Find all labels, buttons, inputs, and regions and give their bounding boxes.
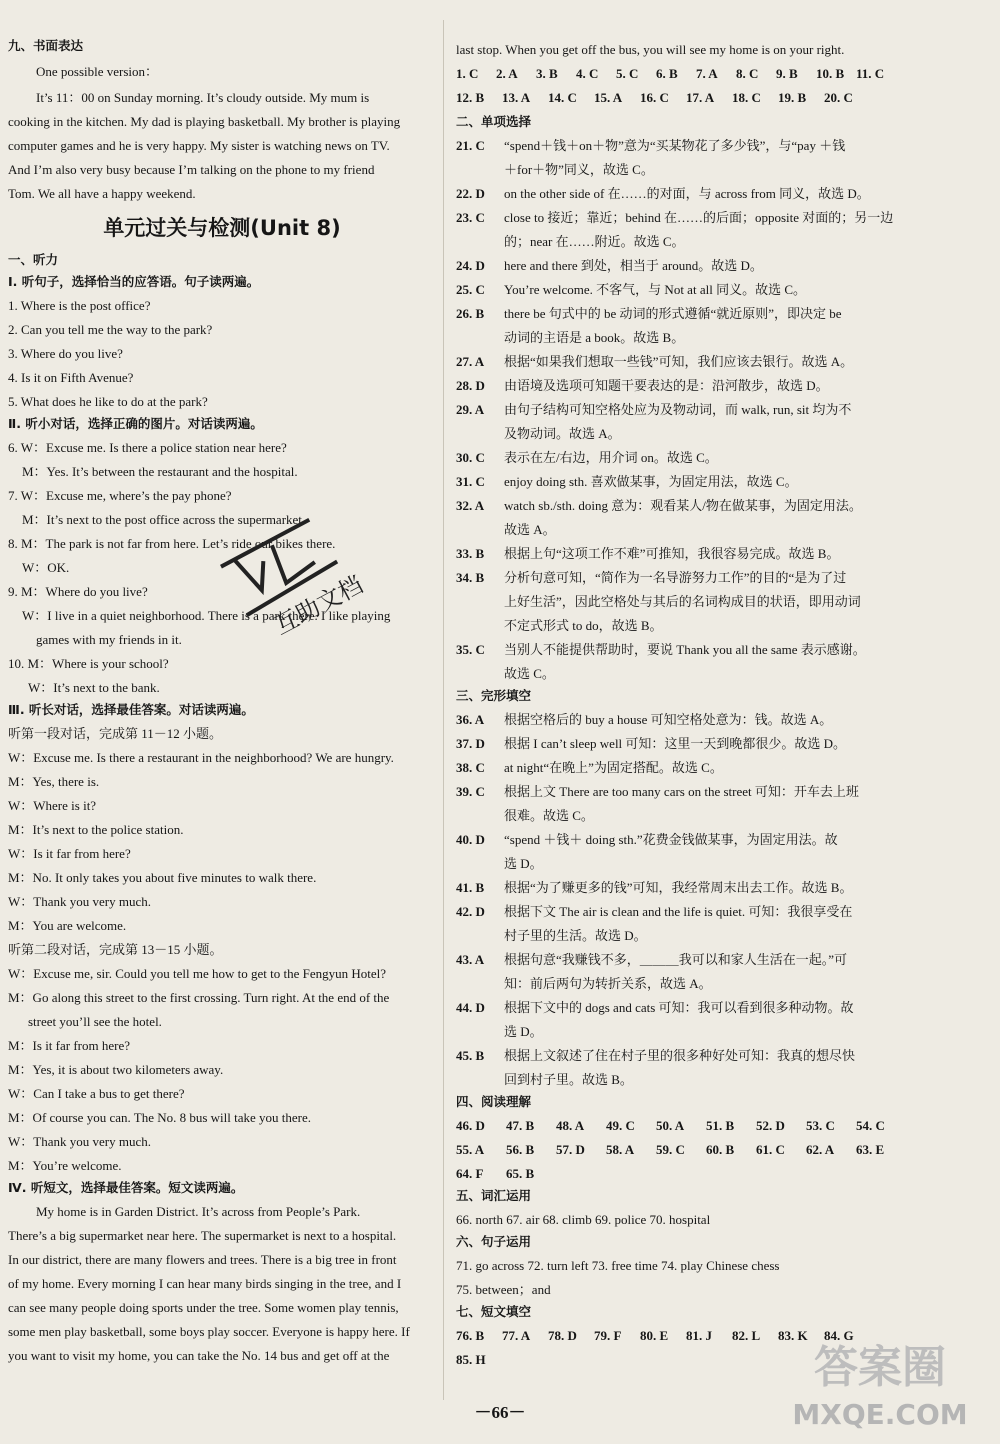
passage-line: you want to visit my home, you can take the No. 14 bus and get off at the <box>8 1348 390 1363</box>
answer: 79. F <box>594 1328 622 1343</box>
answer-number: 25. C <box>456 282 485 297</box>
answer: 4. C <box>576 66 599 81</box>
stamp-logo <box>218 505 368 665</box>
answer: 6. B <box>656 66 678 81</box>
answer: 63. E <box>856 1142 885 1157</box>
passage-line: some men play basketball, some boys play soccer. Everyone is happy here. If <box>8 1324 410 1339</box>
answer: 76. B <box>456 1328 485 1343</box>
explanation: 知：前后两句为转折关系，故选 A。 <box>504 976 712 991</box>
answer: 81. J <box>686 1328 712 1343</box>
dialog-line: W：Can I take a bus to get there? <box>8 1086 185 1101</box>
part-2-instruction: Ⅱ. 听小对话，选择正确的图片。对话读两遍。 <box>8 416 263 431</box>
answer: 47. B <box>506 1118 535 1133</box>
explanation: 回到村子里。故选 B。 <box>504 1072 633 1087</box>
answer-number: 32. A <box>456 498 485 513</box>
section-7-title: 七、短文填空 <box>456 1304 532 1319</box>
unit-title: 单元过关与检测(Unit 8) <box>103 216 341 240</box>
dialog-line: M：Is it far from here? <box>8 1038 131 1053</box>
dialog-line: W：Thank you very much. <box>8 1134 151 1149</box>
answer: 59. C <box>656 1142 685 1157</box>
dialog-line: W：Thank you very much. <box>8 894 151 909</box>
dialog-line: M：It’s next to the post office across the supermarket. <box>22 512 306 527</box>
answer: 19. B <box>778 90 807 105</box>
explanation: 及物动词。故选 A。 <box>504 426 621 441</box>
explanation: 根据上句“这项工作不难”可推知，我很容易完成。故选 B。 <box>504 546 840 561</box>
dialog-line: M：No. It only takes you about five minutes to walk there. <box>8 870 317 885</box>
answer-number: 30. C <box>456 450 485 465</box>
dialog-line: 8. M：The park is not far from here. Let’s ride our bikes there. <box>8 536 336 551</box>
answer-number: 21. C <box>456 138 485 153</box>
answer-number: 40. D <box>456 832 485 847</box>
dialog-line: M：Yes. It’s between the restaurant and the hospital. <box>22 464 298 479</box>
watermark-text: MXQE.COM <box>792 1398 968 1431</box>
answer: 9. B <box>776 66 798 81</box>
answer-number: 36. A <box>456 712 485 727</box>
dialog-line: 6. W：Excuse me. Is there a police station near here? <box>8 440 287 455</box>
answer: 17. A <box>686 90 715 105</box>
dialog-line: 7. W：Excuse me, where’s the pay phone? <box>8 488 232 503</box>
explanation: 由句子结构可知空格处应为及物动词，而 walk, run, sit 均为不 <box>504 402 852 417</box>
section-6-title: 六、句子运用 <box>456 1234 532 1249</box>
answer: 61. C <box>756 1142 785 1157</box>
dialog-line: W：Excuse me. Is there a restaurant in the neighborhood? We are hungry. <box>8 750 394 765</box>
explanation: on the other side of 在……的对面，与 across from 同义，故选 D。 <box>504 186 870 201</box>
explanation: 根据下文 The air is clean and the life is quiet. 可知：我很享受在 <box>504 904 853 919</box>
answer: 60. B <box>706 1142 735 1157</box>
answer-number: 27. A <box>456 354 485 369</box>
explanation: 动词的主语是 a book。故选 B。 <box>504 330 685 345</box>
answer: 84. G <box>824 1328 854 1343</box>
dialog-line: M：Of course you can. The No. 8 bus will take you there. <box>8 1110 312 1125</box>
explanation: You’re welcome. 不客气，与 Not at all 同义。故选 C。 <box>504 282 806 297</box>
answer: 49. C <box>606 1118 635 1133</box>
section-9-title: 九、书面表达 <box>8 38 84 53</box>
passage-line: There’s a big supermarket near here. The supermarket is next to a hospital. <box>8 1228 397 1243</box>
dialog-line: 9. M：Where do you live? <box>8 584 148 599</box>
question-line: 3. Where do you live? <box>8 346 123 361</box>
answer: 53. C <box>806 1118 835 1133</box>
listening-section-title: 一、听力 <box>8 252 59 267</box>
essay-line: computer games and he is very happy. My sister is watching news on TV. <box>8 138 390 153</box>
answer: 52. D <box>756 1118 785 1133</box>
explanation: “spend ＋钱＋ doing sth.”花费金钱做某事，为固定用法。故 <box>504 832 838 847</box>
passage-line: of my home. Every morning I can hear many birds singing in the tree, and I <box>8 1276 402 1291</box>
section-3-title: 三、完形填空 <box>456 688 532 703</box>
answer: 65. B <box>506 1166 535 1181</box>
section-4-title: 四、阅读理解 <box>456 1094 532 1109</box>
watermark-logo <box>770 1330 990 1435</box>
answer: 77. A <box>502 1328 531 1343</box>
vocab-answers: 66. north 67. air 68. climb 69. police 70. hospital <box>456 1212 711 1227</box>
answer-number: 26. B <box>456 306 485 321</box>
explanation: watch sb./sth. doing 意为：观看某人/物在做某事，为固定用法。 <box>504 498 862 513</box>
answer: 16. C <box>640 90 669 105</box>
answer: 48. A <box>556 1118 585 1133</box>
explanation: 故选 A。 <box>504 522 556 537</box>
answer-number: 43. A <box>456 952 485 967</box>
answer: 15. A <box>594 90 623 105</box>
answer-number: 28. D <box>456 378 485 393</box>
answer: 56. B <box>506 1142 535 1157</box>
answer-number: 39. C <box>456 784 485 799</box>
dialog-line: W：I live in a quiet neighborhood. There is a park there. I like playing <box>22 608 391 623</box>
essay-line: It’s 11：00 on Sunday morning. It’s cloudy outside. My mum is <box>36 90 370 105</box>
watermark-cn: 答案圈 <box>814 1342 946 1393</box>
explanation: enjoy doing sth. 喜欢做某事，为固定用法，故选 C。 <box>504 474 798 489</box>
explanation: close to 接近；靠近；behind 在……的后面；opposite 对面的；另一边 <box>504 210 894 225</box>
question-line: 5. What does he like to do at the park? <box>8 394 208 409</box>
explanation: 的；near 在……附近。故选 C。 <box>504 234 685 249</box>
answer-number: 34. B <box>456 570 485 585</box>
answer-number: 31. C <box>456 474 485 489</box>
answer: 78. D <box>548 1328 577 1343</box>
sentence-answers: 75. between；and <box>456 1282 551 1297</box>
dialog-line: 10. M：Where is your school? <box>8 656 169 671</box>
answer-number: 44. D <box>456 1000 485 1015</box>
passage-continuation: last stop. When you get off the bus, you will see my home is on your right. <box>456 42 845 57</box>
explanation: 当别人不能提供帮助时，要说 Thank you all the same 表示感谢。 <box>504 642 866 657</box>
answer-number: 24. D <box>456 258 485 273</box>
dialog-line: W：It’s next to the bank. <box>28 680 160 695</box>
dialog-line: street you’ll see the hotel. <box>28 1014 162 1029</box>
answer: 3. B <box>536 66 558 81</box>
answer: 2. A <box>496 66 518 81</box>
answer: 46. D <box>456 1118 485 1133</box>
answer: 85. H <box>456 1352 486 1367</box>
answer: 82. L <box>732 1328 761 1343</box>
answer-number: 23. C <box>456 210 485 225</box>
answer: 83. K <box>778 1328 808 1343</box>
answer-number: 42. D <box>456 904 485 919</box>
explanation: 选 D。 <box>504 856 543 871</box>
part-3-instruction: Ⅲ. 听长对话，选择最佳答案。对话读两遍。 <box>8 702 254 717</box>
essay-line: And I’m also very busy because I’m talking on the phone to my friend <box>8 162 375 177</box>
explanation: 根据 I can’t sleep well 可知：这里一天到晚都很少。故选 D。 <box>504 736 847 751</box>
answer-number: 45. B <box>456 1048 485 1063</box>
answer: 7. A <box>696 66 718 81</box>
dialog-line: W：OK. <box>22 560 70 575</box>
answer: 5. C <box>616 66 639 81</box>
section-2-title: 二、单项选择 <box>456 114 532 129</box>
explanation: “spend＋钱＋on＋物”意为“买某物花了多少钱”，与“pay ＋钱 <box>504 138 846 153</box>
explanation: 根据空格后的 buy a house 可知空格处意为：钱。故选 A。 <box>504 712 833 727</box>
answer: 54. C <box>856 1118 885 1133</box>
answer: 50. A <box>656 1118 685 1133</box>
explanation: 根据上文 There are too many cars on the street 可知：开车去上班 <box>504 784 859 799</box>
dialog-intro: 听第二段对话，完成第 13－15 小题。 <box>8 942 223 957</box>
dialog-line: M：It’s next to the police station. <box>8 822 184 837</box>
answer: 58. A <box>606 1142 635 1157</box>
answer: 18. C <box>732 90 761 105</box>
answer: 55. A <box>456 1142 485 1157</box>
answer: 57. D <box>556 1142 585 1157</box>
explanation: 根据上文叙述了住在村子里的很多种好处可知：我真的想尽快 <box>504 1048 856 1063</box>
explanation: here and there 到处，相当于 around。故选 D。 <box>504 258 763 273</box>
section-5-title: 五、词汇运用 <box>456 1188 532 1203</box>
passage-line: can see many people doing sports under the tree. Some women play tennis, <box>8 1300 399 1315</box>
dialog-line: W：Excuse me, sir. Could you tell me how to get to the Fengyun Hotel? <box>8 966 387 981</box>
dialog-line: W：Is it far from here? <box>8 846 131 861</box>
answer: 62. A <box>806 1142 835 1157</box>
answer-number: 38. C <box>456 760 485 775</box>
answer-number: 33. B <box>456 546 485 561</box>
passage-line: My home is in Garden District. It’s across from People’s Park. <box>36 1204 361 1219</box>
question-line: 2. Can you tell me the way to the park? <box>8 322 213 337</box>
explanation: 很难。故选 C。 <box>504 808 594 823</box>
answer-number: 35. C <box>456 642 485 657</box>
explanation: 根据“如果我们想取一些钱”可知，我们应该去银行。故选 A。 <box>504 354 854 369</box>
answer-number: 41. B <box>456 880 485 895</box>
answer-number: 29. A <box>456 402 485 417</box>
answer-number: 37. D <box>456 736 485 751</box>
answer: 1. C <box>456 66 479 81</box>
dialog-line: games with my friends in it. <box>36 632 182 647</box>
essay-line: Tom. We all have a happy weekend. <box>8 186 196 201</box>
explanation: at night“在晚上”为固定搭配。故选 C。 <box>504 760 723 775</box>
explanation: 根据“为了赚更多的钱”可知，我经常周末出去工作。故选 B。 <box>504 880 853 895</box>
explanation: 根据句意“我赚钱不多，＿＿＿我可以和家人生活在一起。”可 <box>504 952 848 967</box>
answer: 8. C <box>736 66 759 81</box>
dialog-line: M：Go along this street to the first crossing. Turn right. At the end of the <box>8 990 390 1005</box>
explanation: 根据下文中的 dogs and cats 可知：我可以看到很多种动物。故 <box>504 1000 854 1015</box>
answer: 20. C <box>824 90 853 105</box>
explanation: ＋for＋物”同义，故选 C。 <box>504 162 654 177</box>
dialog-intro: 听第一段对话，完成第 11－12 小题。 <box>8 726 223 741</box>
question-line: 1. Where is the post office? <box>8 298 151 313</box>
question-line: 4. Is it on Fifth Avenue? <box>8 370 134 385</box>
dialog-line: W：Where is it? <box>8 798 97 813</box>
part-4-instruction: Ⅳ. 听短文，选择最佳答案。短文读两遍。 <box>8 1180 244 1195</box>
answer: 14. C <box>548 90 577 105</box>
answer: 51. B <box>706 1118 735 1133</box>
answer: 13. A <box>502 90 531 105</box>
dialog-line: M：You are welcome. <box>8 918 127 933</box>
explanation: 不定式形式 to do，故选 B。 <box>504 618 663 633</box>
stamp-text: 互助文档 <box>269 570 368 641</box>
answer: 64. F <box>456 1166 484 1181</box>
explanation: 选 D。 <box>504 1024 543 1039</box>
essay-line: cooking in the kitchen. My dad is playing basketball. My brother is playing <box>8 114 401 129</box>
sentence-answers: 71. go across 72. turn left 73. free time 74. play Chinese chess <box>456 1258 780 1273</box>
part-1-instruction: Ⅰ. 听句子，选择恰当的应答语。句子读两遍。 <box>8 274 260 289</box>
explanation: 上好生活”，因此空格处与其后的名词构成目的状语，即用动词 <box>504 594 861 609</box>
answer: 12. B <box>456 90 485 105</box>
explanation: there be 句式中的 be 动词的形式遵循“就近原则”，即决定 be <box>504 306 842 321</box>
passage-line: In our district, there are many flowers and trees. There is a big tree in front <box>8 1252 397 1267</box>
dialog-line: M：Yes, it is about two kilometers away. <box>8 1062 224 1077</box>
explanation: 分析句意可知，“简作为一名导游努力工作”的目的“是为了过 <box>504 570 847 585</box>
answer: 10. B <box>816 66 845 81</box>
answer: 11. C <box>856 66 885 81</box>
explanation: 由语境及选项可知题干要表达的是：沿河散步，故选 D。 <box>504 378 829 393</box>
explanation: 村子里的生活。故选 D。 <box>504 928 647 943</box>
column-divider <box>443 20 444 1400</box>
dialog-line: M：Yes, there is. <box>8 774 100 789</box>
possible-version-label: One possible version： <box>36 64 159 79</box>
explanation: 故选 C。 <box>504 666 555 681</box>
explanation: 表示在左/右边，用介词 on。故选 C。 <box>504 450 718 465</box>
page-number: －66－ <box>474 1403 526 1422</box>
answer: 80. E <box>640 1328 669 1343</box>
dialog-line: M：You’re welcome. <box>8 1158 122 1173</box>
answer-number: 22. D <box>456 186 485 201</box>
